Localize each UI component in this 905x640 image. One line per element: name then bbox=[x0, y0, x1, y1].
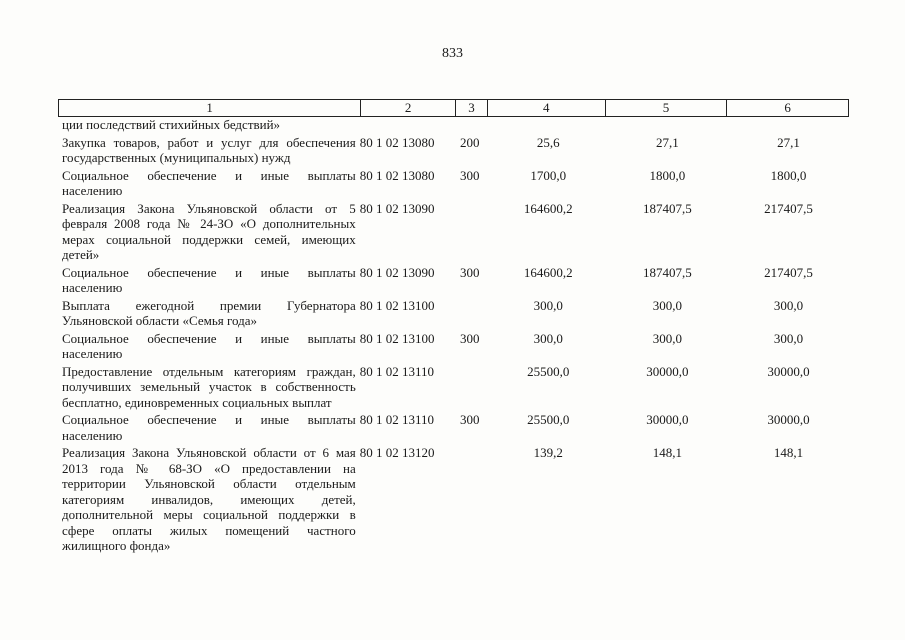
row-description: Реализация Закона Ульяновской области от 5 февраля 2008 года № 24-ЗО «О дополнительных мерах социальной поддержки семей, имеющих детей» bbox=[62, 200, 356, 262]
row-description: Социальное обеспечение и иные выплаты населению bbox=[62, 412, 356, 443]
table-row bbox=[58, 201, 849, 263]
row-target-article-code: 80 1 02 13100 bbox=[359, 297, 435, 313]
table-row bbox=[58, 135, 849, 166]
row-amount-col5: 27,1 bbox=[656, 134, 679, 150]
row-target-article-code: 80 1 02 13090 bbox=[359, 264, 435, 280]
row-description: Социальное обеспечение и иные выплаты населению bbox=[62, 264, 356, 295]
row-target-article-code: 80 1 02 13120 bbox=[359, 445, 435, 460]
row-amount-col5: 300,0 bbox=[652, 297, 683, 313]
row-description: Реализация Закона Ульяновской области от 6 мая 2013 года № 68-ЗО «О предоставлении на территории Ульяновской области отдельным категориям инвалидов, имеющих детей, дополнительной меры социальной поддержки в сфере оплаты жилых помещений частного жилищного фонда» bbox=[62, 445, 356, 553]
row-amount-col4: 164600,2 bbox=[523, 200, 573, 216]
row-amount-col4: 300,0 bbox=[533, 330, 563, 346]
row-description: ции последствий стихийных бедствий» bbox=[62, 117, 281, 132]
row-amount-col6: 1800,0 bbox=[770, 167, 807, 183]
row-description: Закупка товаров, работ и услуг для обеспечения государственных (муниципальных) нужд bbox=[62, 134, 356, 165]
column-header-3: 3 bbox=[455, 100, 487, 116]
row-expense-type-code bbox=[460, 201, 490, 263]
row-target-article-code bbox=[356, 117, 460, 133]
row-amount-col4: 300,0 bbox=[533, 297, 563, 313]
table-row bbox=[58, 364, 849, 411]
row-amount-col4: 25500,0 bbox=[527, 363, 570, 379]
row-amount-col6: 217407,5 bbox=[764, 200, 813, 216]
table-row bbox=[58, 331, 849, 362]
row-amount-col4: 139,2 bbox=[533, 445, 563, 460]
table-row bbox=[58, 265, 849, 296]
column-header-1: 1 bbox=[206, 100, 213, 115]
row-amount-col5: 1800,0 bbox=[649, 167, 686, 183]
row-target-article-code: 80 1 02 13080 bbox=[359, 134, 435, 150]
column-header-4: 4 bbox=[487, 100, 605, 116]
column-header-2: 2 bbox=[360, 100, 455, 116]
table-row bbox=[58, 445, 849, 554]
row-amount-col5: 30000,0 bbox=[646, 412, 689, 427]
row-amount-col4: 1700,0 bbox=[530, 167, 567, 183]
row-target-article-code: 80 1 02 13100 bbox=[359, 330, 435, 346]
row-amount-col5: 148,1 bbox=[652, 445, 683, 460]
row-expense-type-code bbox=[460, 298, 490, 329]
row-expense-type-code: 300 bbox=[459, 330, 480, 346]
row-amount-col4: 25500,0 bbox=[527, 412, 570, 427]
table-header bbox=[58, 99, 849, 117]
row-expense-type-code: 300 bbox=[459, 167, 480, 183]
table-body bbox=[58, 117, 849, 554]
row-amount-col5: 187407,5 bbox=[643, 264, 692, 280]
row-amount-col5: 187407,5 bbox=[643, 200, 692, 216]
row-target-article-code: 80 1 02 13080 bbox=[359, 167, 435, 183]
page-number: 833 bbox=[442, 46, 463, 61]
row-amount-col5: 300,0 bbox=[652, 330, 683, 346]
row-amount-col6: 30000,0 bbox=[767, 363, 810, 379]
row-target-article-code: 80 1 02 13110 bbox=[359, 412, 435, 427]
column-header-6: 6 bbox=[726, 100, 848, 116]
table-row bbox=[58, 168, 849, 199]
row-amount-col6: 30000,0 bbox=[767, 412, 810, 427]
row-expense-type-code bbox=[460, 364, 490, 411]
row-amount-col4 bbox=[490, 117, 607, 133]
table-row bbox=[58, 298, 849, 329]
row-expense-type-code: 200 bbox=[459, 134, 480, 150]
row-amount-col6: 27,1 bbox=[777, 134, 800, 150]
row-expense-type-code bbox=[460, 117, 490, 133]
row-target-article-code: 80 1 02 13090 bbox=[359, 200, 435, 216]
row-amount-col6: 300,0 bbox=[773, 297, 804, 313]
row-amount-col6: 148,1 bbox=[773, 445, 804, 460]
row-amount-col5: 30000,0 bbox=[646, 363, 689, 379]
budget-table bbox=[58, 99, 849, 554]
row-description: Выплата ежегодной премии Губернатора Ульяновской области «Семья года» bbox=[62, 297, 356, 328]
row-expense-type-code: 300 bbox=[459, 412, 480, 427]
row-amount-col4: 164600,2 bbox=[523, 264, 573, 280]
row-amount-col5 bbox=[607, 117, 728, 133]
row-amount-col4: 25,6 bbox=[536, 134, 560, 150]
row-amount-col6: 300,0 bbox=[773, 330, 804, 346]
row-expense-type-code bbox=[460, 445, 490, 554]
row-amount-col6 bbox=[728, 117, 849, 133]
column-header-5: 5 bbox=[605, 100, 727, 116]
row-amount-col6: 217407,5 bbox=[764, 264, 813, 280]
row-expense-type-code: 300 bbox=[459, 264, 480, 280]
table-row bbox=[58, 412, 849, 443]
row-description: Предоставление отдельным категориям граждан, получивших земельный участок в собственность бесплатно, единовременных социальных выплат bbox=[62, 363, 356, 410]
row-description: Социальное обеспечение и иные выплаты населению bbox=[62, 167, 356, 198]
row-description: Социальное обеспечение и иные выплаты населению bbox=[62, 330, 356, 361]
table-row bbox=[58, 117, 849, 133]
row-target-article-code: 80 1 02 13110 bbox=[359, 363, 435, 379]
